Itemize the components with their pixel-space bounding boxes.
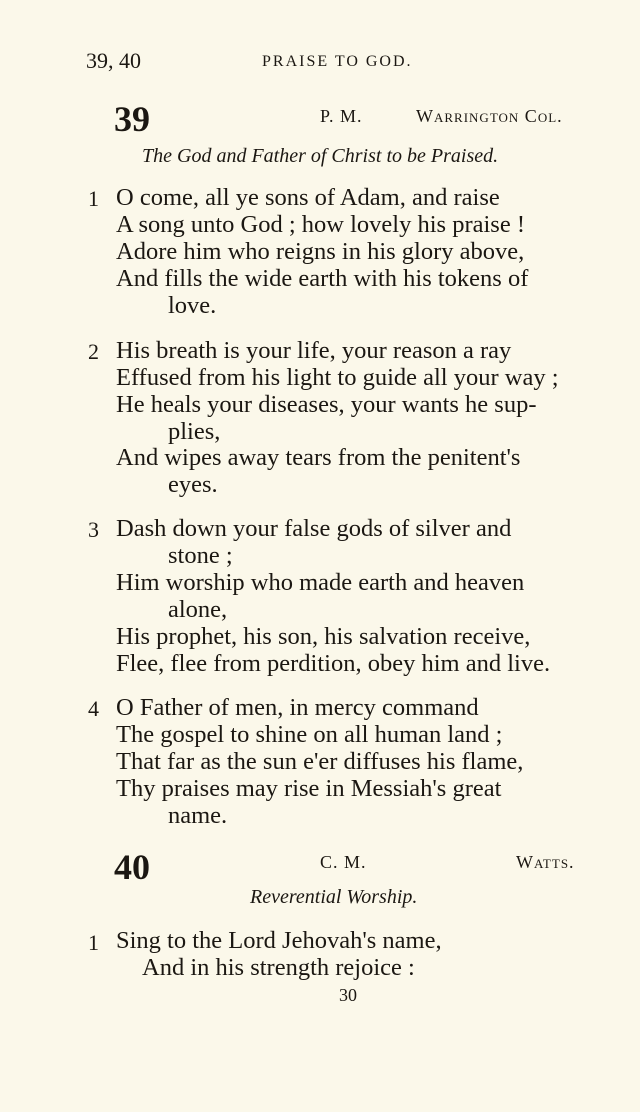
hymn-40-composer: Watts.	[516, 852, 575, 872]
verse-line: And wipes away tears from the penitent's	[116, 444, 521, 471]
running-head-pages: 39, 40	[86, 48, 141, 73]
verse-line: name.	[168, 802, 228, 829]
verse-line: His prophet, his son, his salvation receive,	[116, 623, 531, 650]
verse-line: Adore him who reigns in his glory above,	[116, 238, 525, 265]
verse-number: 3	[88, 517, 99, 542]
hymn-39-meter: P. M.	[320, 106, 363, 126]
verse-line: Dash down your false gods of silver and	[116, 515, 512, 542]
verse-line: He heals your diseases, your wants he sup-	[116, 391, 537, 418]
verse-line: Him worship who made earth and heaven	[116, 569, 525, 596]
verse-line: eyes.	[168, 471, 218, 498]
verse-line: His breath is your life, your reason a ray	[116, 337, 512, 364]
verse-number: 1	[88, 930, 99, 955]
verse-number: 4	[88, 696, 99, 721]
hymn-39-subtitle: The God and Father of Christ to be Praised.	[142, 145, 499, 167]
hymn-39-number: 39	[114, 99, 150, 139]
verse-line: And fills the wide earth with his tokens of	[116, 265, 529, 292]
verse-line: Sing to the Lord Jehovah's name,	[116, 927, 442, 954]
verse-line: O come, all ye sons of Adam, and raise	[116, 184, 500, 211]
verse-line: love.	[168, 292, 217, 319]
verse-line: plies,	[168, 418, 221, 445]
verse-line: And in his strength rejoice :	[142, 954, 415, 981]
verse-line: stone ;	[168, 542, 233, 569]
verse-number: 1	[88, 186, 99, 211]
hymn-40-meter: C. M.	[320, 852, 367, 872]
running-head-title: PRAISE TO GOD.	[262, 53, 413, 70]
verse-line: The gospel to shine on all human land ;	[116, 721, 503, 748]
hymn-40-subtitle: Reverential Worship.	[250, 886, 418, 908]
verse-number: 2	[88, 339, 99, 364]
verse-line: Effused from his light to guide all your way ;	[116, 364, 559, 391]
verse-line: That far as the sun e'er diffuses his flame,	[116, 748, 524, 775]
verse-line: O Father of men, in mercy command	[116, 694, 479, 721]
hymn-40-number: 40	[114, 847, 150, 887]
verse-line: A song unto God ; how lovely his praise !	[116, 211, 525, 238]
verse-line: Thy praises may rise in Messiah's great	[116, 775, 502, 802]
verse-line: alone,	[168, 596, 228, 623]
page-number: 30	[339, 985, 357, 1005]
verse-line: Flee, flee from perdition, obey him and live.	[116, 650, 551, 677]
hymn-39-composer: Warrington Col.	[416, 106, 563, 126]
